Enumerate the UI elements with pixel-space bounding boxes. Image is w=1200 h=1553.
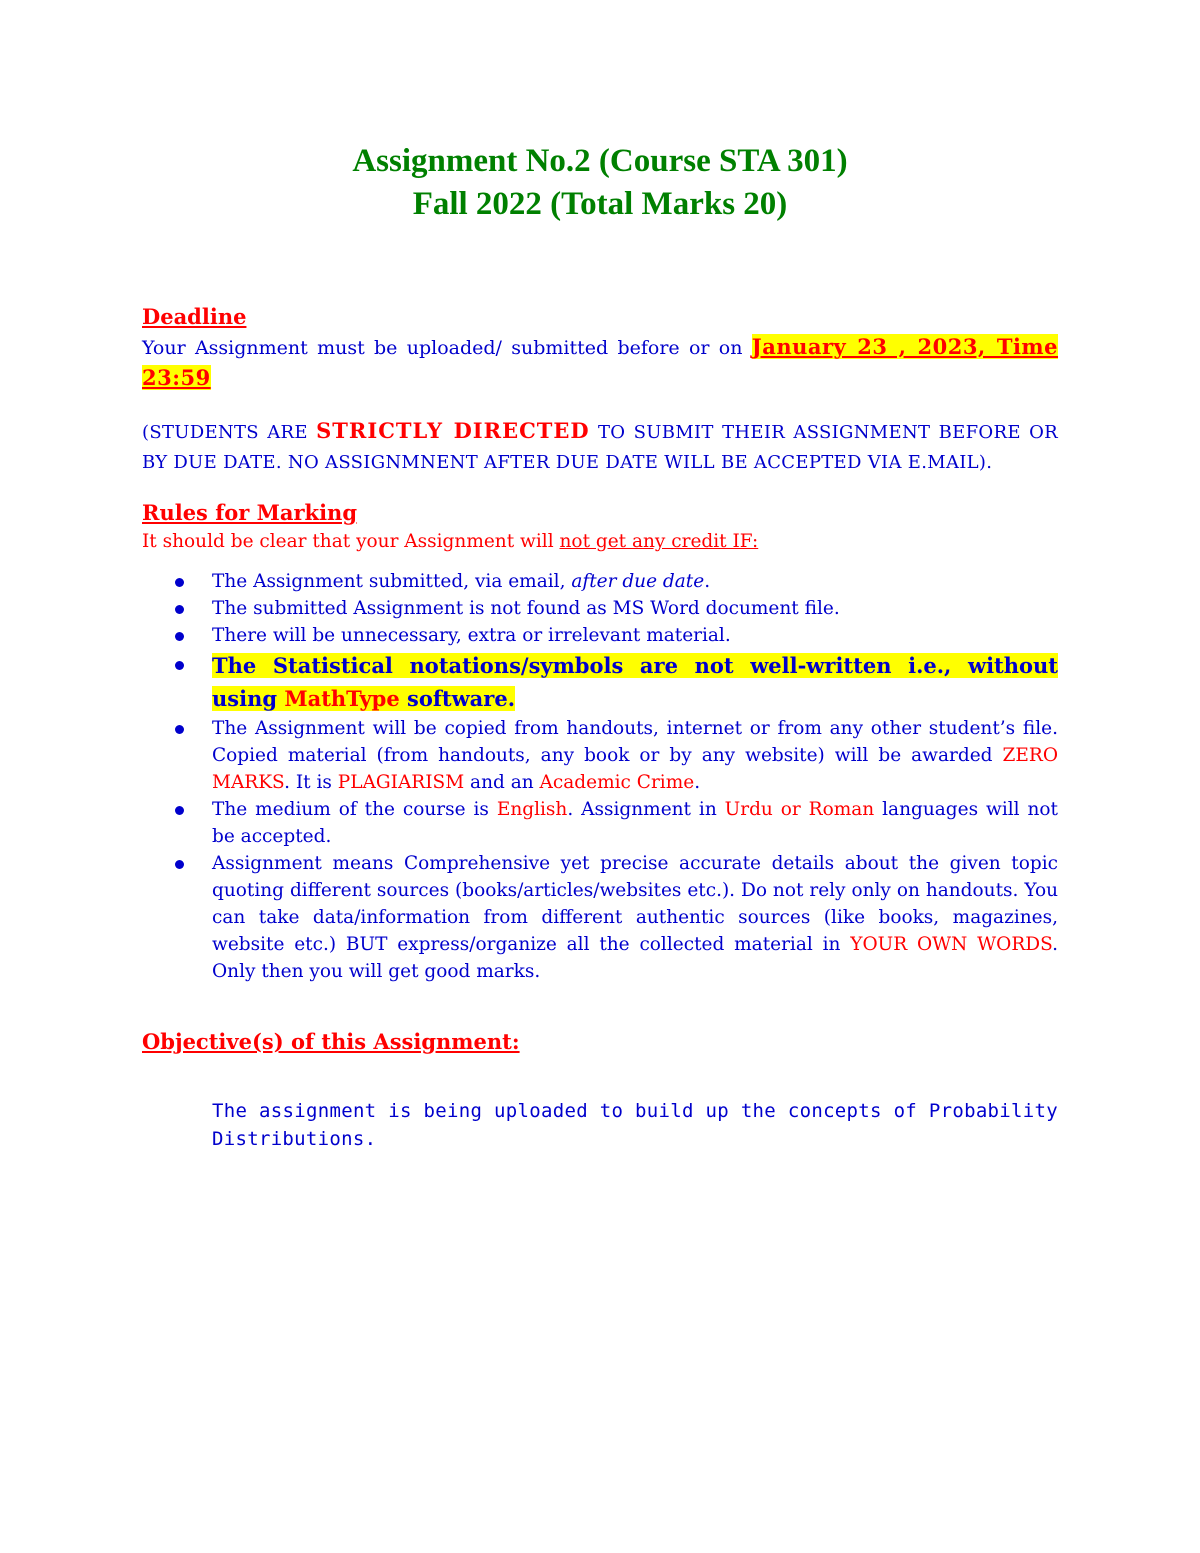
deadline-text-body: Your Assignment must be uploaded/ submitted before or on (142, 337, 752, 359)
objective-heading: Objective(s) of this Assignment: (142, 1029, 520, 1054)
rule-text-end: software. (399, 686, 516, 711)
bullet-icon (175, 632, 184, 641)
rule-text-mid: and an (464, 772, 540, 793)
objective-text: The assignment is being uploaded to build up the concepts of Probability Distributions. (212, 1100, 1058, 1150)
list-item (142, 796, 1058, 850)
deadline-text (142, 332, 1058, 394)
bullet-icon (175, 725, 184, 734)
rule-text-end: languages will not be accepted. (212, 799, 1058, 847)
title-line-1: Assignment No.2 (Course STA 301) (352, 143, 848, 179)
rule-text: The Assignment will be copied from handouts, internet or from any other student’s file. Copied material (from handouts, any book or by any website) will be awarded (212, 718, 1058, 766)
students-notice-part2: TO SUBMIT THEIR ASSIGNMENT BEFORE OR BY DUE DATE. NO ASSIGNMNENT AFTER DUE DATE WILL BE ACCEPTED VIA E.MAIL). (142, 422, 1058, 473)
list-item (142, 622, 1058, 649)
rules-list (142, 568, 1058, 985)
rule-text-end: . (694, 772, 701, 793)
rule-text: The medium of the course is (212, 799, 497, 820)
rule-text: There will be unnecessary, extra or irrelevant material. (212, 625, 731, 646)
rules-intro-text: It should be clear that your Assignment will (142, 531, 560, 552)
rules-intro-underlined: not get any credit IF: (559, 531, 759, 552)
zero-marks: ZERO MARKS (212, 745, 1058, 793)
rule-text-end: . Only then you will get good marks. (212, 934, 1058, 982)
bullet-icon (175, 860, 184, 869)
rule-text: The Assignment submitted, via email, (212, 571, 572, 592)
rule-emphasis: after due date (571, 571, 705, 592)
rule-text-mid: . Assignment in (567, 799, 725, 820)
rule-highlight (212, 653, 1058, 711)
rules-heading: Rules for Marking (142, 500, 358, 525)
rule-text-mid: . It is (284, 772, 338, 793)
bullet-icon (175, 661, 184, 670)
rule-text-end: . (704, 571, 711, 592)
deadline-heading: Deadline (142, 304, 247, 329)
strictly-directed: STRICTLY DIRECTED (316, 418, 590, 443)
english-label: English (496, 799, 568, 820)
rule-text: The Statistical notations/symbols are not well-written i.e., without using (212, 653, 1058, 711)
bullet-icon (175, 578, 184, 587)
rule-text: The submitted Assignment is not found as MS Word document file. (212, 598, 840, 619)
academic-crime: Academic Crime (539, 772, 695, 793)
title-line-2: Fall 2022 (Total Marks 20) (412, 186, 788, 222)
list-item (142, 850, 1058, 985)
bullet-icon (175, 806, 184, 815)
students-notice (142, 416, 1058, 478)
document-page (142, 140, 1058, 1153)
plagiarism: PLAGIARISM (337, 772, 465, 793)
list-item (142, 649, 1058, 715)
bullet-icon (175, 605, 184, 614)
list-item (142, 715, 1058, 796)
rule-text: Assignment means Comprehensive yet precise accurate details about the given topic quoting different sources (books/articles/websites etc.). Do not rely only on handouts. You can take data/information from different authentic sources (like books, magazines, website etc.) BUT express/organize all the collected material in (212, 853, 1058, 955)
mathtype-label: MathType (284, 686, 400, 711)
list-item (142, 595, 1058, 622)
own-words: YOUR OWN WORDS (850, 934, 1053, 955)
students-notice-part1: (STUDENTS ARE (142, 422, 317, 443)
deadline-date: January 23 , 2023, Time 23:59 (142, 334, 1058, 390)
rules-intro (142, 528, 1058, 556)
list-item (142, 568, 1058, 595)
urdu-roman-label: Urdu or Roman (724, 799, 875, 820)
